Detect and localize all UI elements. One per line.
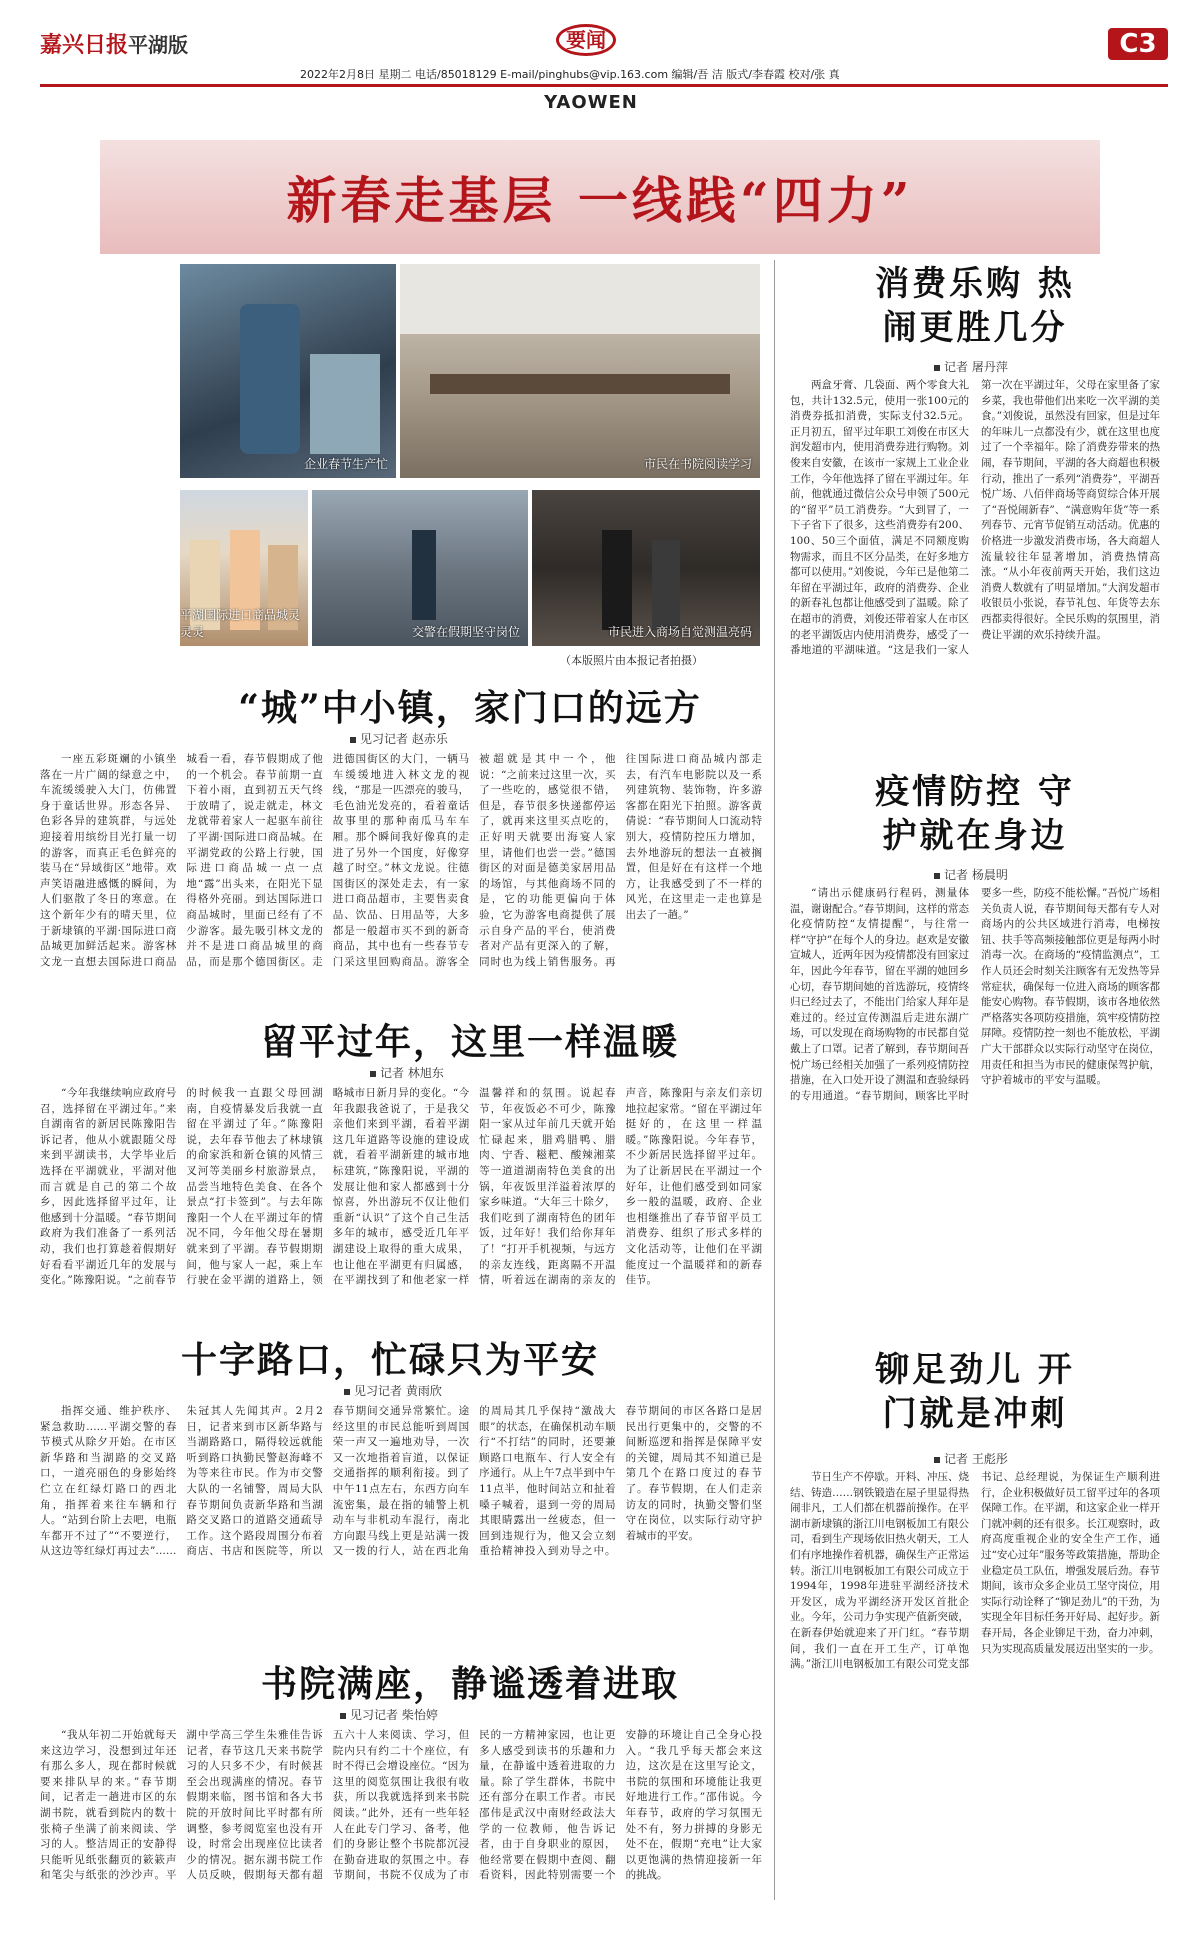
photo-town (180, 490, 308, 646)
article-r2-title: 疫情防控 守护就在身边 (875, 772, 1075, 856)
brand-name: 嘉兴日报 (40, 32, 129, 58)
article-r3-byline: 记者 王彪彤 (934, 1450, 1008, 1467)
article-a2-byline: 记者 林旭东 (370, 1064, 444, 1081)
photo-credit: （本版照片由本报记者拍摄） (560, 654, 703, 667)
photo-library (400, 264, 760, 478)
article-r2-byline: 记者 杨晨明 (934, 866, 1008, 883)
article-a3-body: 指挥交通、维护秩序、紧急救助……平湖交警的春节模式从除夕开始。在市区新华路和当湖路的交叉路口，一道亮丽色的身影始终伫立在红绿灯路口的西北角，指挥着来往车辆和行人。“站到台阶上去吧，电瓶车都开不过了”“不要逆行，从这边等红绿灯再过去”……朱冠其人先闻其声。2月2日，记者来到市区新华路与当湖路路口，隔得较远就能听到路口执勤民警赵海峰不为等来往市民。作为市交警大队的一名铺警，周局大队春节期间负责新华路和当湖路交叉路口的道路交通疏导工作。这个路段周围分布着商店、书店和医院等，所以春节期间交通异常繁忙。途经这里的市民总能听到周国荣一声又一遍地劝导，一次又一次地指着盲道，以保证交通指挥的顺利衔接。到了中午11点左右，东西方向车流密集，最在指的辅警上机动车与非机动车混行，南北方向跟马线上更是站满一拨又一拨的行人，站在西北角的周局其几乎保持“激战大眼”的状态，在确保机动车顺行“不打结”的同时，还要兼顾路口电瓶车、行人安全有序通行。从上午7点半到中午11点半，他时间站立和扯着嗓子喊着，退到一旁的周局其眼睛露出一丝疲态，但一回到违规行为，他又会立刻重拾精神投入到劝导之中。春节期间的市区各路口是居民出行更集中的，交警的不间断巡逻和指挥是保障平安的关键，周局其不知道已是第几个在路口度过的春节了。春节假期，在人们走亲访友的同时，执勤交警们坚守在岗位，以实际行动守护着城市的平安。 (40, 1405, 762, 1558)
article-a1-byline: 见习记者 赵赤乐 (350, 730, 448, 747)
article-a2-title: 留平过年，这里一样温暖 (260, 1021, 679, 1063)
edition-name: 平湖版 (128, 33, 189, 57)
banner (100, 140, 1100, 254)
section-en: YAOWEN (544, 92, 638, 113)
article-a4-body: “我从年初二开始就每天来这边学习，没想到过年还有那么多人，现在都时候就要来排队早的来。”春节期间，记者走一趟进市区的东湖书院，就看到院内的数十张椅子坐满了前来阅读、学习的人。整洁周正的安静得只能听见纸张翻页的簌簌声和笔尖与纸张的沙沙声。平湖中学高三学生朱雅佳告诉记者，春节这几天来书院学习的人只多不少，有时候甚至会出现满座的情况。春节假期来临，图书馆和各大书院的开放时间比平时都有所调整，参考阅览室也没有开设，时常会出现座位比读者少的情况。据东湖书院工作人员反映，假期每天都有超五六十人来阅读、学习，但院内只有约二十个座位，有时不得已会增设座位。“因为这里的阅览氛围让我很有收获，所以我就选择到来书院阅读。”此外，还有一些年轻人在此专门学习、备考，他们的身影让整个书院都沉浸在勤奋进取的氛围之中。春节期间，书院不仅成为了市民的一方精神家园，也让更多人感受到读书的乐趣和力量，在静谧中透着进取的力量。除了学生群体，书院中还有部分在职工作者。市民邵伟是武汉中南财经政法大学的一位教师，他告诉记者，由于自身职业的原因，他经常要在假期中查阅、翻看资料，因此特别需要一个安静的环境让自己全身心投入。“我几乎每天都会来这边，这次是在这里写论文，书院的氛围和环境能让我更好地进行工作。”邵伟说。今年春节，政府的学习氛围无处不有，努力拼搏的身影无处不在，假期“充电”让大家以更饱满的热情迎接新一年的挑战。 (40, 1729, 762, 1882)
photo-mall (532, 490, 760, 646)
masthead-brand (40, 28, 188, 59)
meta-line: 2022年2月8日 星期二 电话/85018129 E-mail/pinghubs@vip.163.com 编辑/吾 洁 版式/李春霞 校对/张 真 (300, 68, 840, 81)
article-a4-byline: 见习记者 柴怡婷 (340, 1706, 438, 1723)
photo-caption: 交警在假期坚守岗位 (411, 625, 520, 639)
page-number: C3 (1108, 28, 1168, 60)
article-a1-body: 一座五彩斑斓的小镇坐落在一片广阔的绿意之中，车流缓缓驶入大门，仿佛置身于童话世界。形态各异、色彩各异的建筑群，与远处迎接着用缤纷目光打量一切的游客，而真正毛色鲜亮的装马在“异域街区”地带。欢声笑语融进感慨的瞬间，为人们驱散了冬日的寒意。在这个新年少有的晴天里，位于新埭镇的平湖·国际进口商品城更加鲜活起来。游客林文龙一直想去国际进口商品城看一看，春节假期成了他的一个机会。春节前期一直下着小雨，直到初五天气终于放晴了，说走就走，林文龙就带着家人一起驱车前往了平湖·国际进口商品城。在平湖党政的公路上行驶，国际进口商品城一点一点地“露”出头来，在阳光下显得格外亮丽。到达国际进口商品城时，里面已经有了不少游客。最先吸引林文龙的并不是进口商品城里的商品，而是那个德国街区。走进德国街区的大门，一辆马车缓缓地进入林文龙的视线，“那是一匹漂亮的骏马，毛色油光发亮的，看着童话故事里的那种南瓜马车车厢。那个瞬间我好像真的走进了另外一个国度，好像穿越了时空。”林文龙说。往德国街区的深处走去，有一家进口商品超市，主要售卖食品、饮品、日用品等，大多都是一般超市买不到的新奇商品，其中也有一些春节专门采这里回购商品。游客全被超就是其中一个，他说：“之前来过这里一次，买了一些吃的，感觉很不错，但是，春节很多快递都停运了，就再来这里买点吃的，正好明天就要出海宴人家里，请他们也尝一尝。”德国街区的对面是德美家居用品的场馆，与其他商场不同的是，它的功能更偏向于体验，它为游客电商提供了展示自身产品的平台，使消费者对产品有更深入的了解，同时也为线上销售服务。再往国际进口商品城内部走去，有汽车电影院以及一系列建筑物、装饰物，许多游客都在阳光下拍照。游客黄倩说：“春节期间人口流动特别大，疫情防控压力增加，去外地游玩的想法一直被搁置，但是好在有这样一个地方，让我感受到了不一样的风光，在这里走一走也算是出去了一趟。” (40, 753, 762, 968)
article-a2-body: “今年我继续响应政府号召，选择留在平湖过年。”来自湖南省的新居民陈豫阳告诉记者，他从小就跟随父母来到平湖读书，大学毕业后选择在平湖就业，平湖对他而言就是自己的第二个故乡，因此选择留平过年，让他感到十分温暖。“春节期间政府为我们准备了一系列活动，我们也打算趁着假期好好看看平湖近几年的发展与变化。”陈豫阳说。“之前春节的时候我一直跟父母回湖南，自疫情暴发后我就一直留在平湖过了年。”陈豫阳说，去年春节他去了林埭镇的俞家浜和新仓镇的风情三叉河等美丽乡村旅游景点，品尝当地特色美食、在各个景点“打卡签到”。与去年陈豫阳一个人在平湖过年的情况不同，今年他父母在暑期就来到了平湖。春节假期期间，他与家人一起，乘上车行驶在金平湖的道路上，领略城市日新月异的变化。“今年我跟我爸说了，于是我父亲他们来到平湖，看着平湖这几年道路等设施的建设成就，看着平湖新建的城市地标建筑，”陈豫阳说，平湖的发展让他和家人都感到十分惊喜，外出游玩不仅让他们重新“认识”了这个自己生活多年的城市，感受近几年平湖建设上取得的重大成果，也让他在平湖更有归属感，在平湖找到了和他老家一样温馨祥和的氛围。说起春节，年夜饭必不可少，陈豫阳一家从过年前几天就开始忙碌起来，腊鸡腊鸭、腊肉、宁香、糍粑、酸辣湘菜等一道道湖南特色美食的出锅，年夜饭里洋溢着浓厚的家乡味道。“大年三十除夕，我们吃到了湖南特色的团年饭，过年好！我们给你拜年了！”打开手机视频，与远方的亲友连线，距离隔不开温情，听着远在湖南的亲友的声音，陈豫阳与亲友们亲切地拉起家常。“留在平湖过年挺好的，在这里一样温暖。”陈豫阳说。今年春节，不少新居民选择留平过年。为了让新居民在平湖过一个好年，让他们感受到如同家乡一般的温暖，政府、企业也相继推出了春节留平员工消费券、组织了形式多样的文化活动等，让他们在平湖能度过一个温暖祥和的新春佳节。 (40, 1087, 762, 1287)
article-a3-title: 十字路口，忙碌只为平安 (180, 1339, 599, 1381)
banner-title: 新春走基层 一线践“四力” (286, 171, 914, 230)
photo-caption: 平湖国际进口商品城灵灵灵 (180, 608, 301, 639)
article-r1-title: 消费乐购 热闹更胜几分 (875, 264, 1075, 348)
column-divider (774, 260, 775, 1900)
article-a3-byline: 见习记者 黄雨欣 (344, 1382, 442, 1399)
article-r3-title: 铆足劲儿 开门就是冲刺 (875, 1350, 1075, 1434)
section-badge: 要闻 (556, 24, 616, 56)
photo-caption: 市民在书院阅读学习 (643, 457, 752, 471)
article-r3-body: 节日生产不停歇。开料、冲压、烧结、铸造……钢铁锻造在屋子里显得热闹非凡，工人们都在机器前操作。在平湖市新埭镇的浙江川电钢板加工有限公司，看到生产现场依旧热火朝天，工人们有序地操作着机器，确保生产正常运转。浙江川电钢板加工有限公司成立于1994年，1998年进驻平湖经济技术开发区，成为平湖经济开发区首批企业。今年，公司力争实现产值新突破，在新春伊始就迎来了开门红。“春节期间，我们一直在开工生产，订单饱满。”浙江川电钢板加工有限公司党支部书记、总经理说，为保证生产顺利进行，企业积极做好员工留平过年的各项保障工作。在平湖，和这家企业一样开门就冲刺的还有很多。长江观察时，政府高度重视企业的安全生产工作，通过“安心过年”服务等政策措施，帮助企业稳定员工队伍，增强发展后劲。春节期间，该市众多企业员工坚守岗位，用实际行动诠释了“铆足劲儿”的干劲，为实现全年目标任务开好局、起好步。新春开局，各企业铆足干劲，奋力冲刺，只为实现高质量发展迈出坚实的一步。 (790, 1471, 1160, 1671)
photo-factory (180, 264, 396, 478)
article-a1-title: “城”中小镇，家门口的远方 (238, 687, 702, 729)
article-r1-byline: 记者 屠丹萍 (934, 358, 1008, 375)
article-r2-body: “请出示健康码行程码，测量体温，谢谢配合。”春节期间，这样的常态化疫情防控“友情提醒”，与往常一样“守护”在每个人的身边。赵欢是安徽宣城人，近两年因为疫情都没有回家过年，因此今年春节，留在平湖的她回乡心切，春节期间她的首选游玩，疫情终归已经过去了，不能出门给家人拜年是难过的。经过宣传测温后走进东湖广场，可以发现在商场购物的市民都自觉戴上了口罩。记者了解到，春节期间吾悦广场已经相关加强了一系列疫情防控措施，在入口处开设了测温和查验绿码的专用通道。“春节期间，顾客比平时要多一些，防疫不能松懈。”吾悦广场相关负责人说，春节期间每天都有专人对商场内的公共区域进行消毒，电梯按钮、扶手等高频接触部位更是每两小时消毒一次。在商场的“疫情监测点”，工作人员还会时刻关注顾客有无发热等异常症状，确保每一位进入商场的顾客都能安心购物。春节假期，该市各地依然严格落实各项防疫措施，筑牢疫情防控屏障。疫情防控一刻也不能放松，平湖广大干部群众以实际行动坚守在岗位，用责任和担当为市民的健康保驾护航，守护着城市的平安与温暖。 (790, 887, 1160, 1102)
photo-caption: 市民进入商场自觉测温亮码 (607, 625, 752, 639)
header-rule (40, 84, 1168, 87)
article-a4-title: 书院满座，静谧透着进取 (260, 1663, 679, 1705)
photo-traffic (312, 490, 528, 646)
photo-caption: 企业春节生产忙 (303, 457, 388, 471)
article-r1-body: 两盒牙膏、几袋面、两个零食大礼包，共计132.5元，使用一张100元的消费券抵扣消费，实际支付32.5元。正月初五，留平过年职工刘俊在市区大润发超市内，使用消费券进行购物。刘俊来自安徽，在该市一家规上工业企业工作，今年他选择了留在平湖过年。年前，他就通过微信公众号申领了500元的“留平”员工消费券。“大到冒了，一下子省下了很多，这些消费券有200、100、50三个面值，满足不同额度购物需求，而且不区分品类，在好多地方都可以使用。”刘俊说，今年已是他第二年留在平湖过年，政府的消费券、企业的新春礼包都让他感受到了温暖。除了在超市的消费，刘俊还带着家人在市区的老平湖饭店内使用消费券，感受了一番地道的平湖味道。“这是我们一家人第一次在平湖过年，父母在家里备了家乡菜，我也带他们出来吃一次平湖的美食。”刘俊说，虽然没有回家，但是过年的年味儿一点都没有少，就在这里也度过了一个幸福年。除了消费券带来的热闹，春节期间，平湖的各大商超也积极行动，推出了一系列“消费券”，平湖吾悦广场、八佰伴商场等商贸综合体开展了“吾悦闹新春”、“满意购年货”等一系列春节、元宵节促销互动活动。优惠的价格进一步激发消费市场，各大商超人流量较往年显著增加，消费热情高涨。“从小年夜前两天开始，我们这边消费人数就有了明显增加。”大润发超市收银员小张说，春节礼包、年货等去东西都卖得很好。全民乐购的氛围里，消费让平湖的欢乐持续升温。 (790, 379, 1160, 657)
